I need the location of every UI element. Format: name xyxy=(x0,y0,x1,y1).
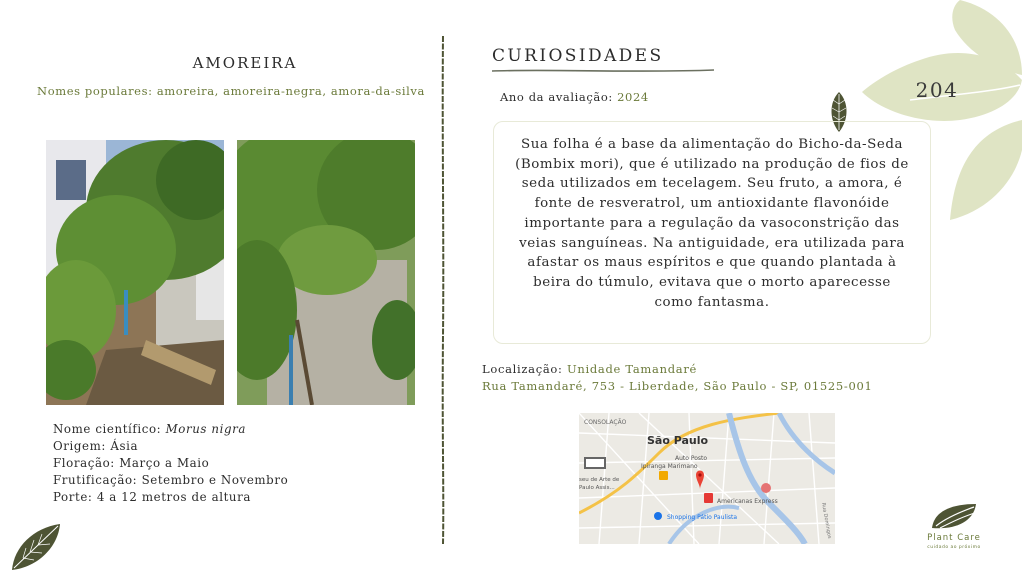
map-poi-4: Paulo Assis... xyxy=(579,485,615,491)
scientific-name xyxy=(53,421,288,438)
plant-title: AMOREIRA xyxy=(192,54,298,72)
column-divider xyxy=(440,36,446,544)
popular-names-value: amoreira, amoreira-negra, amora-da-silva xyxy=(156,84,425,98)
map-poi-5: Americanas Express xyxy=(717,498,778,505)
map-city-label: São Paulo xyxy=(647,434,709,447)
brand-name: Plant Care xyxy=(927,533,981,543)
map-poi-2: Ipiranga Marimano xyxy=(641,463,698,470)
location-map[interactable] xyxy=(579,413,835,544)
origin: Origem: Ásia xyxy=(53,439,139,453)
tree-size: Porte: 4 a 12 metros de altura xyxy=(53,490,252,504)
map-poi-1: Auto Posto xyxy=(675,455,708,462)
scientific-name-label: Nome científico: xyxy=(53,422,166,436)
map-poi-7: Rua Domingos xyxy=(820,502,833,540)
page-number: 204 xyxy=(915,78,959,102)
curiosities-title: CURIOSIDADES xyxy=(492,46,664,66)
location-address: Rua Tamandaré, 753 - Liberdade, São Paulo - SP, 01525-001 xyxy=(482,379,873,393)
fruiting: Frutificação: Setembro e Novembro xyxy=(53,473,289,487)
title-underline xyxy=(492,68,714,74)
evaluation-year-value: 2024 xyxy=(617,90,649,104)
location-label: Localização: xyxy=(482,362,567,376)
tree-photo-2 xyxy=(237,140,415,405)
location-unit: Unidade Tamandaré xyxy=(566,362,698,376)
evaluation-year-label: Ano da avaliação: xyxy=(500,90,618,104)
map-district-label: CONSOLAÇÃO xyxy=(584,419,627,426)
scientific-name-value: Morus nigra xyxy=(165,422,247,436)
plant-facts xyxy=(53,421,288,506)
leaf-icon xyxy=(8,522,62,572)
location-unit-line xyxy=(482,361,873,378)
popular-names xyxy=(35,84,427,99)
flowering: Floração: Março a Maio xyxy=(53,456,210,470)
tree-photo-1 xyxy=(46,140,224,405)
plant-care-logo xyxy=(930,502,982,532)
curiosities-text-box: Sua folha é a base da alimentação do Bicho-da-Seda (Bombix mori), que é utilizado na produção de fios de seda utilizados em tecelagem. Seu fruto, a amora, é fonte de resveratrol, um antioxidante flavonóide importante para a regulação da vasoconstrição das veias sanguíneas. Na antiguidade, era utilizada para afastar os maus espíritos e que quando plantada à beira do túmulo, evitava que o morto aparecesse como fantasma. xyxy=(493,121,931,344)
map-poi-6: Shopping Pátio Paulista xyxy=(667,514,738,521)
popular-names-label: Nomes populares: xyxy=(37,84,157,98)
evaluation-year xyxy=(500,90,649,104)
location xyxy=(482,361,873,395)
map-poi-3: seu de Arte de xyxy=(579,477,620,483)
brand-tagline: cuidado ao próximo xyxy=(927,545,981,550)
